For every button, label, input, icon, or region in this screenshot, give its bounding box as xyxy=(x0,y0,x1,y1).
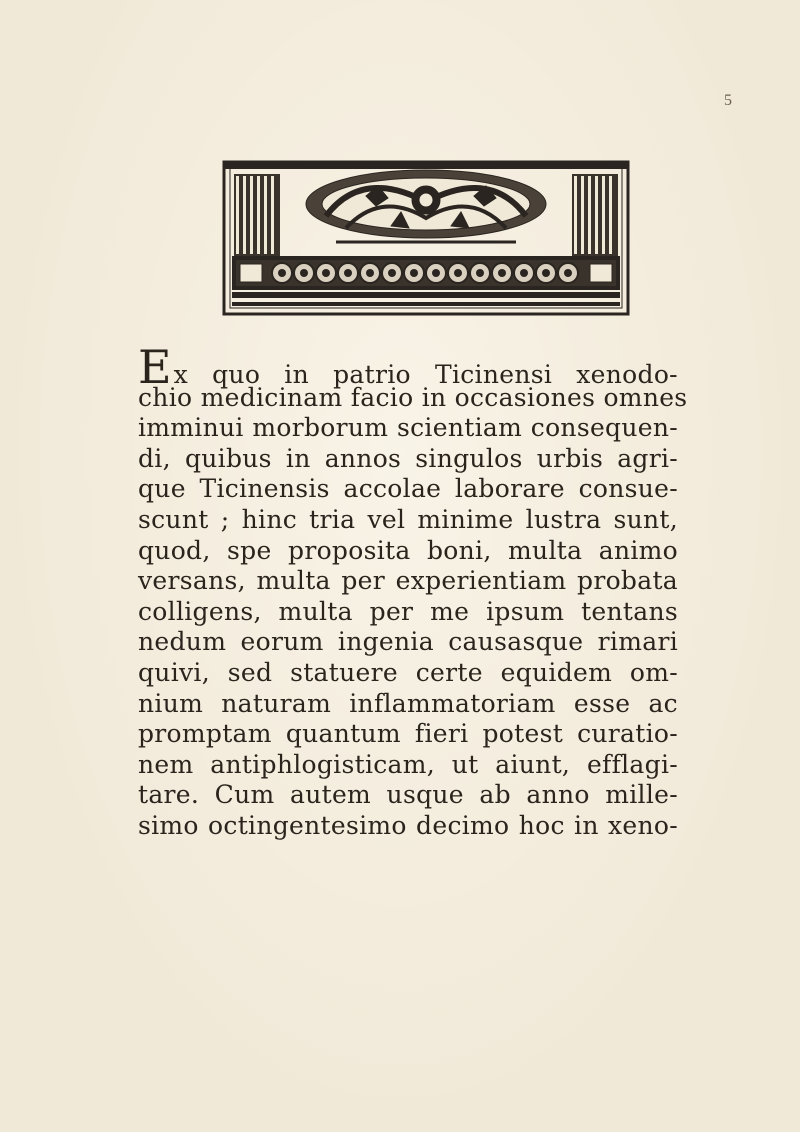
text-line: quod, spe proposita boni, multa animo xyxy=(138,535,678,565)
text-line: nem antiphlogisticam, ut aiunt, efflagi- xyxy=(138,749,678,779)
text-line: chio medicinam facio in occasiones omnes xyxy=(138,382,688,412)
body-text xyxy=(138,340,688,842)
text-line: que Ticinensis accolae laborare consue- xyxy=(138,474,678,504)
text-line: di, quibus in annos singulos urbis agri- xyxy=(138,443,678,473)
text-line: quivi, sed statuere certe equidem om- xyxy=(138,657,678,687)
text-line: simo octingentesimo decimo hoc in xeno- xyxy=(138,810,678,840)
text-line: imminui morborum scientiam consequen- xyxy=(138,413,678,443)
text-line: nedum eorum ingenia causasque rimari xyxy=(138,627,678,657)
headpiece-ornament xyxy=(216,156,636,322)
text-line-1 xyxy=(138,340,678,394)
word: in xyxy=(284,360,309,389)
text-line: promptam quantum fieri potest curatio- xyxy=(138,719,678,749)
word: quo xyxy=(212,360,261,389)
word: x xyxy=(173,360,188,389)
word: xenodo- xyxy=(576,360,678,389)
headpiece-engraving-icon xyxy=(216,156,636,322)
drop-initial: E xyxy=(138,340,172,394)
word: Ticinensi xyxy=(434,360,553,389)
text-line: nium naturam inflammatoriam esse ac xyxy=(138,688,678,718)
text-line: versans, multa per experientiam probata xyxy=(138,566,678,596)
text-line: tare. Cum autem usque ab anno mille- xyxy=(138,780,678,810)
page-number: 5 xyxy=(724,92,732,109)
text-line: colligens, multa per me ipsum tentans xyxy=(138,596,678,626)
word: patrio xyxy=(333,360,411,389)
text-line: scunt ; hinc tria vel minime lustra sunt, xyxy=(138,504,678,534)
